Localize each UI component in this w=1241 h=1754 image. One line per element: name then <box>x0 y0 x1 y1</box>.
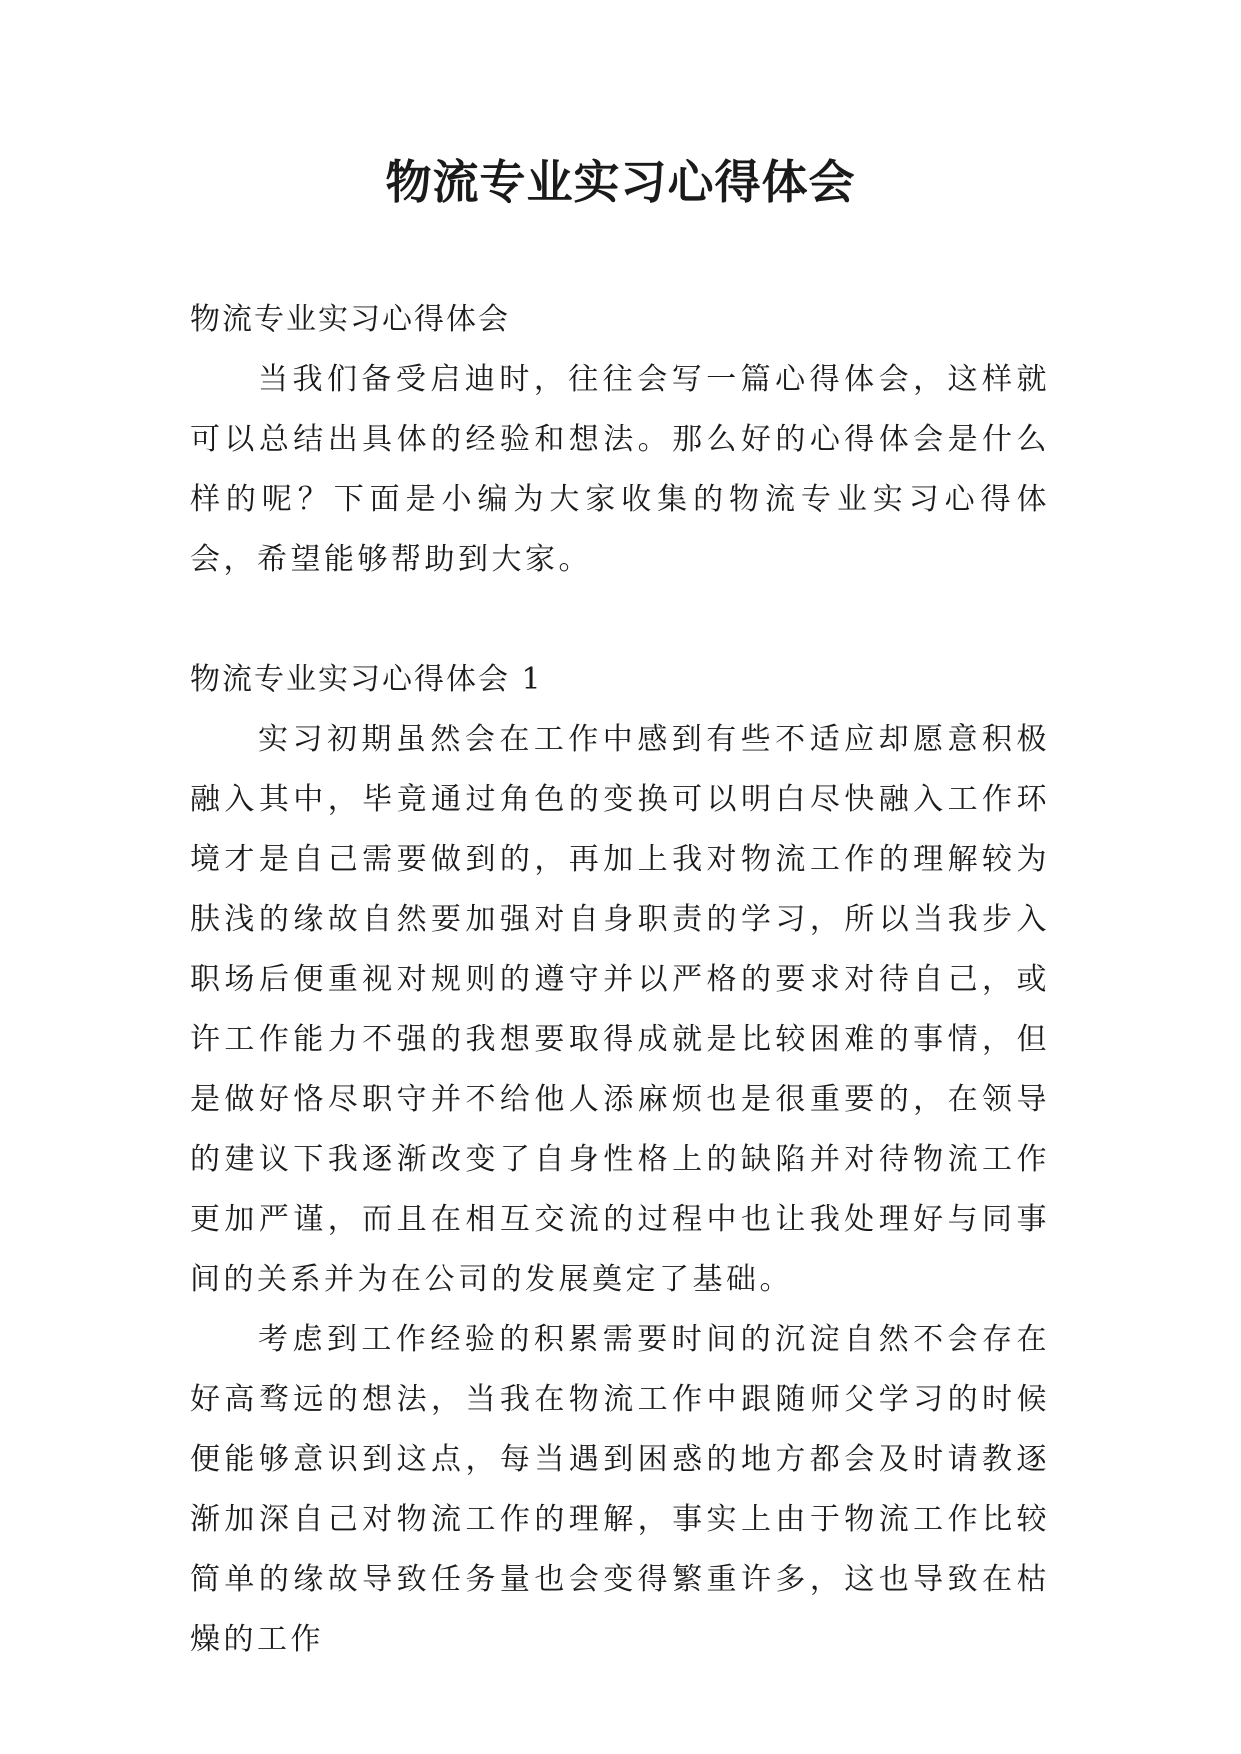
section1-paragraph-1: 实习初期虽然会在工作中感到有些不适应却愿意积极融入其中，毕竟通过角色的变换可以明白尽快融入工作环境才是自己需要做到的，再加上我对物流工作的理解较为肤浅的缘故自然要加强对自身职责的学习，所以当我步入职场后便重视对规则的遵守并以严格的要求对待自己，或许工作能力不强的我想要取得成就是比较困难的事情，但是做好恪尽职守并不给他人添麻烦也是很重要的，在领导的建议下我逐渐改变了自身性格上的缺陷并对待物流工作更加严谨，而且在相互交流的过程中也让我处理好与同事间的关系并为在公司的发展奠定了基础。 <box>190 722 1050 1297</box>
section1-heading: 物流专业实习心得体会 1 <box>190 662 543 697</box>
section1-paragraph-2: 考虑到工作经验的积累需要时间的沉淀自然不会存在好高骛远的想法，当我在物流工作中跟随师父学习的时候便能够意识到这点，每当遇到困惑的地方都会及时请教逐渐加深自己对物流工作的理解，事实上由于物流工作比较简单的缘故导致任务量也会变得繁重许多，这也导致在枯燥的工作 <box>190 1322 1050 1657</box>
section-spacer <box>190 590 1050 650</box>
document-body <box>190 290 1050 1670</box>
intro-paragraph: 当我们备受启迪时，往往会写一篇心得体会，这样就可以总结出具体的经验和想法。那么好的心得体会是什么样的呢？下面是小编为大家收集的物流专业实习心得体会，希望能够帮助到大家。 <box>190 362 1050 577</box>
intro-heading: 物流专业实习心得体会 <box>190 302 510 337</box>
document-title: 物流专业实习心得体会 <box>385 155 856 209</box>
